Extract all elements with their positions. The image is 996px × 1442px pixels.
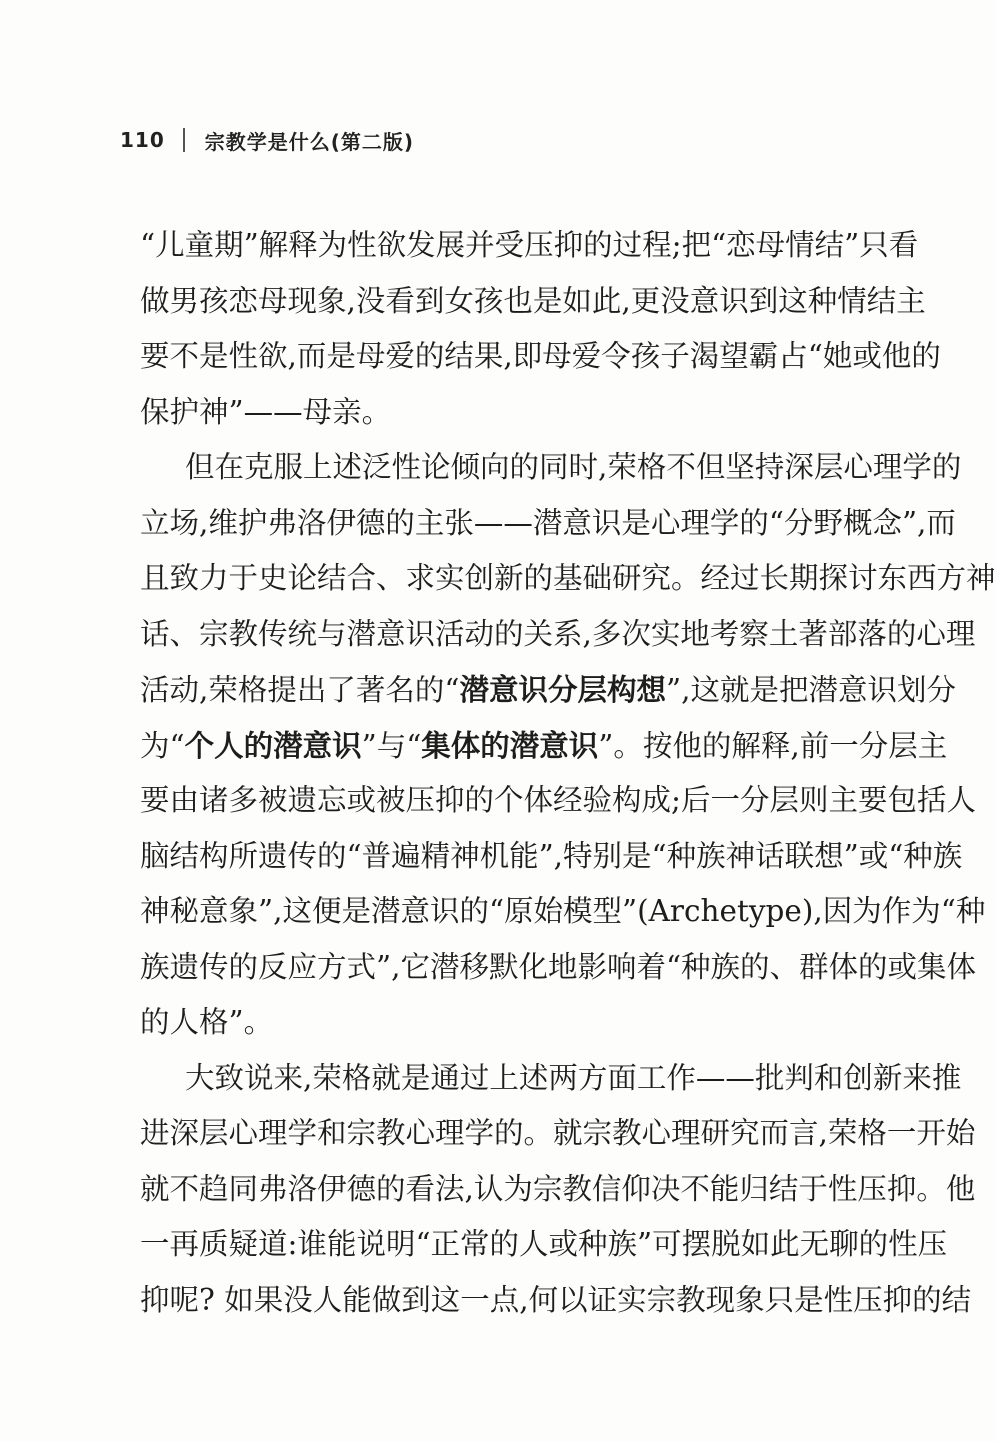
text-line	[140, 718, 948, 774]
line-text: 活动,荣格提出了著名的“	[140, 673, 460, 707]
paragraph-start-line: 大致说来,荣格就是通过上述两方面工作——批判和创新来推	[185, 1060, 962, 1095]
text-line: 保护神”——母亲。	[140, 394, 392, 429]
text-line: 要不是性欲,而是母爱的结果,即母爱令孩子渴望霸占“她或他的	[140, 339, 941, 373]
line-text: 为“	[140, 728, 185, 763]
header-divider	[183, 128, 185, 152]
line-text: ”。按他的解释,前一分层主	[598, 728, 948, 763]
text-line: 进深层心理学和宗教心理学的。就宗教心理研究而言,荣格一开始	[140, 1116, 976, 1150]
bold-term-collective-unconscious: 集体的潜意识	[421, 727, 599, 763]
text-line: 神秘意象”,这便是潜意识的“原始模型”(Archetype),因为作为“种	[140, 894, 986, 928]
line-text: ”与“	[361, 728, 422, 763]
text-line: 就不趋同弗洛伊德的看法,认为宗教信仰决不能归结于性压抑。他	[140, 1171, 976, 1206]
text-line: 一再质疑道:谁能说明“正常的人或种族”可摆脱如此无聊的性压	[140, 1227, 948, 1261]
text-line: 脑结构所遗传的“普遍精神机能”,特别是“种族神话联想”或“种族	[140, 838, 963, 873]
text-line: 做男孩恋母现象,没看到女孩也是如此,更没意识到这种情结主	[140, 283, 926, 318]
bold-term-personal-unconscious: 个人的潜意识	[184, 727, 362, 763]
line-text: ”,这就是把潜意识划分	[665, 673, 956, 707]
text-line: 抑呢? 如果没人能做到这一点,何以证实宗教现象只是性压抑的结	[140, 1282, 972, 1317]
text-line: 要由诸多被遗忘或被压抑的个体经验构成;后一分层则主要包括人	[140, 783, 976, 817]
text-line: 族遗传的反应方式”,它潜移默化地影响着“种族的、群体的或集体	[140, 949, 977, 984]
book-title: 宗教学是什么(第二版)	[204, 129, 415, 154]
running-header	[120, 120, 414, 160]
text-line: 的人格”。	[140, 1005, 274, 1039]
page-number: 110	[120, 128, 165, 152]
text-line: 立场,维护弗洛伊德的主张——潜意识是心理学的“分野概念”,而	[140, 505, 956, 540]
text-line: “儿童期”解释为性欲发展并受压抑的过程;把“恋母情结”只看	[140, 228, 919, 262]
text-line	[140, 662, 956, 718]
text-line: 且致力于史论结合、求实创新的基础研究。经过长期探讨东西方神	[140, 561, 996, 595]
body-text	[140, 218, 996, 1328]
paragraph-start-line: 但在克服上述泛性论倾向的同时,荣格不但坚持深层心理学的	[185, 450, 962, 484]
text-line: 话、宗教传统与潜意识活动的关系,多次实地考察土著部落的心理	[140, 616, 976, 651]
bold-term-unconscious-layering: 潜意识分层构想	[459, 672, 666, 707]
